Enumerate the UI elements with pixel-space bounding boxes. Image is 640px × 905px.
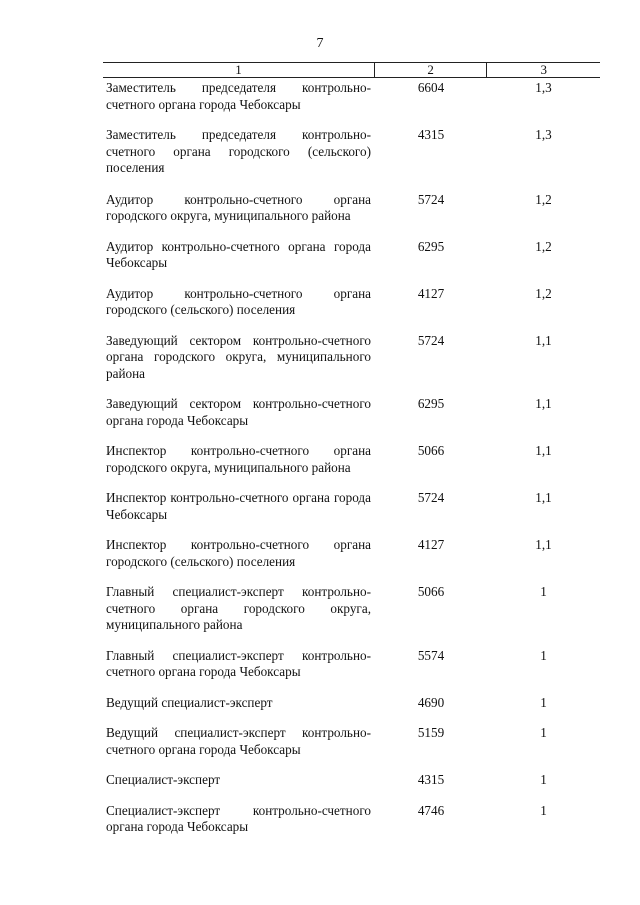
salary-value: 4127: [417, 285, 445, 301]
coefficient-value: 1,1: [535, 443, 552, 458]
position-name: Главный специалист-эксперт контрольно-счетного органа городского округа, муниципального района: [106, 584, 371, 632]
coefficient-value: 1: [540, 802, 547, 818]
table-row: [103, 584, 600, 634]
salary-value: 5724: [417, 191, 445, 207]
salary-value: 5724: [417, 490, 445, 505]
table-row: [103, 239, 600, 272]
position-name: Аудитор контрольно-счетного органа города Чебоксары: [106, 238, 371, 270]
position-name: Главный специалист-эксперт контрольно-счетного органа города Чебоксары: [106, 647, 371, 679]
column-header-1: 1: [103, 63, 375, 77]
position-name: Заведующий сектором контрольно-счетного органа города Чебоксары: [106, 396, 371, 428]
salary-value: 4127: [417, 537, 445, 552]
table-row: [103, 80, 600, 113]
coefficient-value: 1: [540, 725, 547, 740]
salary-value: 4315: [417, 127, 445, 142]
coefficient-value: 1,3: [535, 127, 552, 142]
position-name: Заместитель председателя контрольно-счетного органа города Чебоксары: [106, 80, 371, 112]
page-number: 7: [316, 36, 324, 51]
table-row: [103, 695, 600, 712]
coefficient-value: 1,2: [535, 238, 552, 254]
coefficient-value: 1,1: [535, 537, 552, 552]
table-row: [103, 725, 600, 758]
table-row: [103, 127, 600, 177]
position-name: Ведущий специалист-эксперт: [106, 694, 273, 710]
table-header: [103, 62, 600, 78]
coefficient-value: 1: [540, 694, 547, 710]
coefficient-value: 1: [540, 584, 547, 599]
table-row: [103, 286, 600, 319]
table-row: [103, 648, 600, 681]
position-name: Аудитор контрольно-счетного органа городского округа, муниципального района: [106, 191, 371, 223]
coefficient-value: 1,2: [535, 191, 552, 207]
position-name: Инспектор контрольно-счетного органа города Чебоксары: [106, 490, 371, 522]
position-name: Аудитор контрольно-счетного органа городского (сельского) поселения: [106, 285, 371, 317]
position-name: Специалист-эксперт контрольно-счетного органа города Чебоксары: [106, 802, 371, 834]
position-name: Ведущий специалист-эксперт контрольно-счетного органа города Чебоксары: [106, 725, 371, 757]
column-header-2: 2: [375, 63, 488, 77]
salary-value: 6604: [417, 80, 445, 95]
coefficient-value: 1,2: [535, 285, 552, 301]
table-row: [103, 443, 600, 476]
salary-value: 4690: [417, 694, 445, 710]
salary-value: 5574: [417, 647, 445, 663]
table-row: [103, 803, 600, 836]
salary-value: 5159: [417, 725, 445, 740]
table-row: [103, 192, 600, 225]
position-name: Заместитель председателя контрольно-счетного органа городского (сельского) поселения: [106, 127, 371, 175]
coefficient-value: 1: [540, 647, 547, 663]
position-name: Инспектор контрольно-счетного органа городского (сельского) поселения: [106, 537, 371, 569]
salary-value: 5066: [417, 443, 445, 458]
column-header-3: 3: [540, 62, 547, 77]
coefficient-value: 1,1: [535, 396, 552, 411]
coefficient-value: 1: [540, 772, 547, 787]
salary-value: 5724: [417, 332, 445, 348]
table-row: [103, 772, 600, 789]
coefficient-value: 1,3: [535, 80, 552, 95]
salary-table: [103, 62, 600, 836]
table-row: [103, 396, 600, 429]
position-name: Заведующий сектором контрольно-счетного органа городского округа, муниципального района: [106, 332, 371, 381]
salary-value: 6295: [417, 396, 445, 411]
salary-value: 4746: [417, 802, 445, 818]
salary-value: 6295: [417, 238, 445, 254]
table-row: [103, 333, 600, 383]
salary-value: 5066: [417, 584, 445, 599]
coefficient-value: 1,1: [535, 332, 552, 348]
table-row: [103, 490, 600, 523]
position-name: Инспектор контрольно-счетного органа городского округа, муниципального района: [106, 443, 371, 475]
position-name: Специалист-эксперт: [106, 772, 221, 787]
table-row: [103, 537, 600, 570]
salary-value: 4315: [417, 772, 445, 787]
coefficient-value: 1,1: [535, 490, 552, 505]
